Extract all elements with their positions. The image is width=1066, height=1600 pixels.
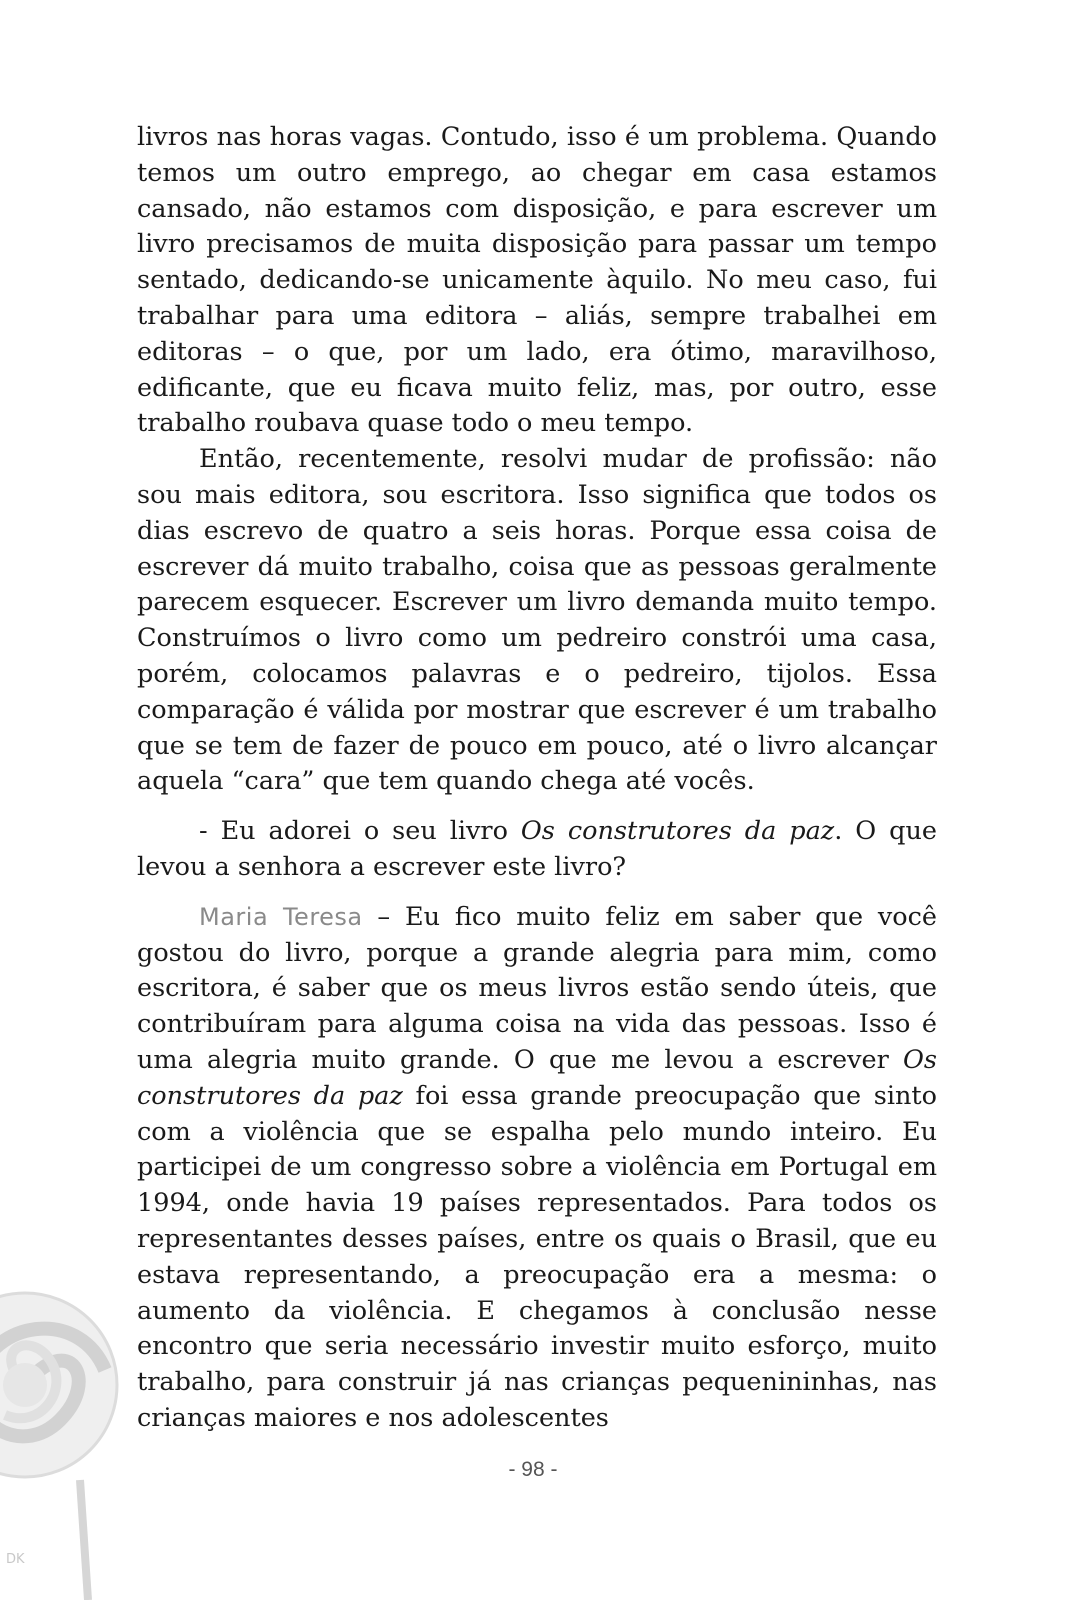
question-text: - Eu adorei o seu livro <box>199 816 521 847</box>
answer-text-end: foi essa grande preocupação que sinto com a violência que se espalha pelo mundo inteiro. Eu participei de um congresso sobre a violência em Portugal em 1994, onde havia 19 países representados. Para todos os representantes desses países, entre os quais o Brasil, que eu estava representando, a preocupação era a mesma: o aumento da violência. E chegamos à conclusão nesse encontro que seria necessário investir muito esforço, muito trabalho, para construir já nas crianças pequenininhas, nas crianças maiores e nos adolescentes <box>137 1080 937 1433</box>
question-paragraph <box>137 814 937 886</box>
paragraph-2: Então, recentemente, resolvi mudar de profissão: não sou mais editora, sou escritora. Isso significa que todos os dias escrevo de quatro a seis horas. Porque essa coisa de escrever dá muito trabalho, coisa que as pessoas geralmente parecem esquecer. Escrever um livro demanda muito tempo. Construímos o livro como um pedreiro constrói uma casa, porém, colocamos palavras e o pedreiro, tijolos. Essa comparação é válida por mostrar que escrever é um trabalho que se tem de fazer de pouco em pouco, até o livro alcançar aquela “cara” que tem quando chega até vocês. <box>137 444 937 797</box>
body-text <box>137 120 937 1437</box>
page-number: - 98 - <box>508 1458 558 1481</box>
answer-paragraph <box>137 900 937 1437</box>
answer-dash: – <box>362 901 405 932</box>
book-title: Os construtores da paz <box>520 816 835 847</box>
paragraph-1: livros nas horas vagas. Contudo, isso é um problema. Quando temos um outro emprego, ao chegar em casa estamos cansado, não estamos com disposição, e para escrever um livro precisamos de muita disposição para passar um tempo sentado, dedicando-se unicamente àquilo. No meu caso, fui trabalhar para uma editora – aliás, sempre trabalhei em editoras – o que, por um lado, era ótimo, maravilhoso, edificante, que eu ficava muito feliz, mas, por outro, esse trabalho roubava quase todo o meu tempo. <box>137 122 937 439</box>
answer-text: Eu fico muito feliz em saber que você gostou do livro, porque a grande alegria para mim, como escritora, é saber que os meus livros estão sendo úteis, que contribuíram para alguma coisa na vida das pessoas. Isso é uma alegria muito grande. O que me levou a escrever <box>137 901 937 1075</box>
speaker-name: Maria Teresa <box>199 902 363 931</box>
corner-mark: DK <box>6 1552 25 1567</box>
question-text-end: . O que levou a senhora a escrever este livro? <box>137 816 937 882</box>
book-title: Os construtores da paz <box>137 1044 937 1111</box>
